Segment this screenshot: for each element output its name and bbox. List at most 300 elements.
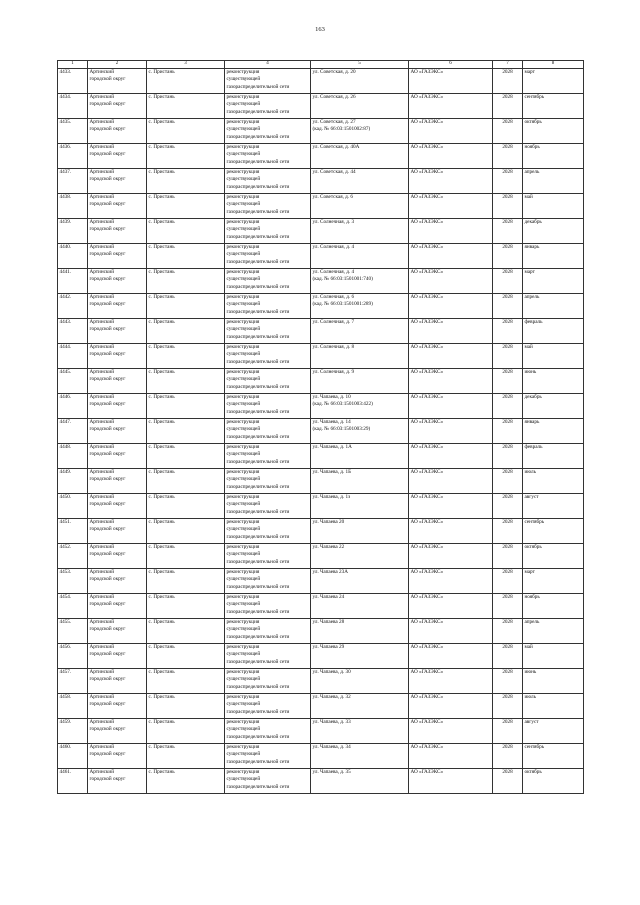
row-number: 4447.	[58, 418, 88, 443]
address-cell-line: ул. Чапаева, д. 32	[312, 693, 351, 700]
district-cell	[88, 93, 147, 118]
address-cell-line: ул. Чапаева, д. 30	[312, 668, 351, 675]
year-cell: 2028	[493, 718, 523, 743]
district-cell	[88, 643, 147, 668]
address-cell-line: ул. Советская, д. 26	[312, 93, 356, 100]
address-cell	[311, 668, 409, 693]
work-type-cell-line: существующей	[226, 576, 261, 583]
year-cell: 2028	[493, 593, 523, 618]
district-cell	[88, 118, 147, 143]
district-cell-line: городской округ	[89, 451, 126, 458]
work-type-cell-line: существующей	[226, 751, 261, 758]
address-cell-line: ул. Солнечная, д. 9	[312, 368, 355, 375]
address-cell-line: ул. Чапаева, д. 14	[312, 418, 351, 425]
work-type-cell	[225, 368, 311, 393]
table-row	[58, 668, 584, 693]
table-row	[58, 418, 584, 443]
year-cell: 2028	[493, 218, 523, 243]
district-cell-line: городской округ	[89, 776, 126, 783]
district-cell-line: городской округ	[89, 101, 126, 108]
address-cell-line: ул. Солнечная, д. 6	[312, 293, 355, 300]
settlement-cell: с. Пристань	[147, 718, 225, 743]
year-cell: 2028	[493, 268, 523, 293]
work-type-cell-line: существующей	[226, 126, 261, 133]
registry-table	[57, 60, 584, 794]
row-number: 4443.	[58, 318, 88, 343]
work-type-cell-line: существующей	[226, 226, 261, 233]
work-type-cell-line: существующей	[226, 776, 261, 783]
work-type-cell-line: газораспределительной сети	[226, 433, 290, 440]
work-type-cell-line: существующей	[226, 501, 261, 508]
address-cell	[311, 268, 409, 293]
work-type-cell	[225, 518, 311, 543]
work-type-cell-line: существующей	[226, 551, 261, 558]
settlement-cell: с. Пристань	[147, 118, 225, 143]
address-cell-line: ул. Солнечная, д. 4	[312, 268, 355, 275]
month-cell: июнь	[523, 368, 584, 393]
work-type-cell-line: реконструкция	[226, 218, 260, 225]
work-type-cell	[225, 768, 311, 793]
owner-cell: АО «ГАЗЭКС»	[409, 268, 493, 293]
work-type-cell	[225, 118, 311, 143]
year-cell: 2028	[493, 118, 523, 143]
address-cell	[311, 693, 409, 718]
owner-cell: АО «ГАЗЭКС»	[409, 443, 493, 468]
work-type-cell-line: газораспределительной сети	[226, 558, 290, 565]
district-cell-line: городской округ	[89, 401, 126, 408]
work-type-cell	[225, 218, 311, 243]
work-type-cell-line: газораспределительной сети	[226, 633, 290, 640]
address-cell	[311, 343, 409, 368]
settlement-cell: с. Пристань	[147, 418, 225, 443]
address-cell-line: (кад. № 66:03:1501001:289)	[312, 301, 373, 308]
work-type-cell-line: существующей	[226, 701, 261, 708]
settlement-cell: с. Пристань	[147, 368, 225, 393]
work-type-cell-line: реконструкция	[226, 143, 260, 150]
table-row	[58, 443, 584, 468]
month-cell: август	[523, 718, 584, 743]
owner-cell: АО «ГАЗЭКС»	[409, 168, 493, 193]
owner-cell: АО «ГАЗЭКС»	[409, 293, 493, 318]
address-cell	[311, 418, 409, 443]
work-type-cell-line: реконструкция	[226, 718, 260, 725]
month-cell: январь	[523, 243, 584, 268]
address-cell	[311, 293, 409, 318]
district-cell-line: городской округ	[89, 701, 126, 708]
work-type-cell	[225, 568, 311, 593]
row-number: 4451.	[58, 518, 88, 543]
row-number: 4446.	[58, 393, 88, 418]
month-cell: ноябрь	[523, 143, 584, 168]
year-cell: 2028	[493, 443, 523, 468]
district-cell-line: городской округ	[89, 601, 126, 608]
district-cell	[88, 293, 147, 318]
work-type-cell-line: газораспределительной сети	[226, 183, 290, 190]
table-row	[58, 193, 584, 218]
work-type-cell	[225, 93, 311, 118]
row-number: 4454.	[58, 593, 88, 618]
column-header-1: 1	[58, 61, 88, 69]
address-cell	[311, 393, 409, 418]
district-cell	[88, 743, 147, 768]
address-cell-line: ул. Чапаева, д. 34	[312, 743, 351, 750]
address-cell	[311, 243, 409, 268]
table-row	[58, 543, 584, 568]
district-cell-line: городской округ	[89, 126, 126, 133]
work-type-cell	[225, 493, 311, 518]
settlement-cell: с. Пристань	[147, 143, 225, 168]
work-type-cell	[225, 593, 311, 618]
district-cell-line: Артинский	[89, 618, 114, 625]
address-cell-line: ул. Чапаева, д. 1А	[312, 443, 352, 450]
work-type-cell-line: газораспределительной сети	[226, 208, 290, 215]
district-cell-line: Артинский	[89, 418, 114, 425]
settlement-cell: с. Пристань	[147, 568, 225, 593]
work-type-cell-line: реконструкция	[226, 243, 260, 250]
settlement-cell: с. Пристань	[147, 393, 225, 418]
address-cell-line: (кад. № 66:03:1501003:29)	[312, 426, 371, 433]
district-cell-line: Артинский	[89, 743, 114, 750]
year-cell: 2028	[493, 418, 523, 443]
work-type-cell-line: реконструкция	[226, 693, 260, 700]
district-cell-line: Артинский	[89, 193, 114, 200]
row-number: 4441.	[58, 268, 88, 293]
address-cell	[311, 568, 409, 593]
address-cell-line: ул. Чапаева, д. 35	[312, 768, 351, 775]
district-cell	[88, 618, 147, 643]
district-cell-line: городской округ	[89, 751, 126, 758]
work-type-cell-line: газораспределительной сети	[226, 458, 290, 465]
work-type-cell	[225, 643, 311, 668]
owner-cell: АО «ГАЗЭКС»	[409, 93, 493, 118]
table-row	[58, 618, 584, 643]
address-cell	[311, 68, 409, 93]
address-cell-line: ул. Чапаева 23А	[312, 568, 348, 575]
year-cell: 2028	[493, 643, 523, 668]
district-cell-line: Артинский	[89, 493, 114, 500]
district-cell	[88, 143, 147, 168]
column-header-5: 5	[311, 61, 409, 69]
district-cell-line: Артинский	[89, 168, 114, 175]
district-cell-line: городской округ	[89, 151, 126, 158]
month-cell: апрель	[523, 168, 584, 193]
address-cell	[311, 593, 409, 618]
row-number: 4445.	[58, 368, 88, 393]
month-cell: март	[523, 268, 584, 293]
work-type-cell-line: существующей	[226, 401, 261, 408]
owner-cell: АО «ГАЗЭКС»	[409, 618, 493, 643]
work-type-cell-line: существующей	[226, 351, 261, 358]
work-type-cell	[225, 393, 311, 418]
address-cell	[311, 768, 409, 793]
month-cell: апрель	[523, 618, 584, 643]
district-cell-line: Артинский	[89, 243, 114, 250]
district-cell-line: Артинский	[89, 368, 114, 375]
column-header-7: 7	[493, 61, 523, 69]
district-cell-line: Артинский	[89, 218, 114, 225]
row-number: 4436.	[58, 143, 88, 168]
table-row	[58, 743, 584, 768]
owner-cell: АО «ГАЗЭКС»	[409, 418, 493, 443]
settlement-cell: с. Пристань	[147, 243, 225, 268]
work-type-cell-line: реконструкция	[226, 518, 260, 525]
table-row	[58, 143, 584, 168]
settlement-cell: с. Пристань	[147, 468, 225, 493]
table-row	[58, 118, 584, 143]
table-body	[58, 61, 584, 794]
settlement-cell: с. Пристань	[147, 268, 225, 293]
work-type-cell-line: реконструкция	[226, 293, 260, 300]
column-header-6: 6	[409, 61, 493, 69]
work-type-cell	[225, 618, 311, 643]
work-type-cell	[225, 243, 311, 268]
month-cell: сентябрь	[523, 93, 584, 118]
year-cell: 2028	[493, 343, 523, 368]
work-type-cell-line: реконструкция	[226, 318, 260, 325]
month-cell: май	[523, 343, 584, 368]
address-cell-line: ул. Советская, д. 40А	[312, 143, 360, 150]
row-number: 4449.	[58, 468, 88, 493]
work-type-cell-line: газораспределительной сети	[226, 383, 290, 390]
work-type-cell-line: газораспределительной сети	[226, 658, 290, 665]
address-cell-line: ул. Солнечная, д. 7	[312, 318, 355, 325]
work-type-cell-line: газораспределительной сети	[226, 758, 290, 765]
table-header-row	[58, 61, 584, 69]
work-type-cell	[225, 168, 311, 193]
district-cell-line: Артинский	[89, 593, 114, 600]
address-cell-line: ул. Чапаева, д. 1Б	[312, 468, 352, 475]
work-type-cell-line: реконструкция	[226, 668, 260, 675]
work-type-cell	[225, 743, 311, 768]
district-cell	[88, 593, 147, 618]
table-row	[58, 293, 584, 318]
table-row	[58, 593, 584, 618]
address-cell	[311, 168, 409, 193]
work-type-cell-line: реконструкция	[226, 168, 260, 175]
settlement-cell: с. Пристань	[147, 318, 225, 343]
work-type-cell	[225, 143, 311, 168]
work-type-cell-line: реконструкция	[226, 118, 260, 125]
district-cell-line: городской округ	[89, 201, 126, 208]
district-cell-line: городской округ	[89, 626, 126, 633]
district-cell	[88, 568, 147, 593]
month-cell: июль	[523, 693, 584, 718]
work-type-cell-line: существующей	[226, 276, 261, 283]
owner-cell: АО «ГАЗЭКС»	[409, 668, 493, 693]
district-cell-line: Артинский	[89, 568, 114, 575]
district-cell	[88, 768, 147, 793]
owner-cell: АО «ГАЗЭКС»	[409, 343, 493, 368]
settlement-cell: с. Пристань	[147, 218, 225, 243]
work-type-cell-line: существующей	[226, 426, 261, 433]
settlement-cell: с. Пристань	[147, 693, 225, 718]
address-cell-line: ул. Советская, д. 6	[312, 193, 354, 200]
column-header-3: 3	[147, 61, 225, 69]
work-type-cell-line: реконструкция	[226, 393, 260, 400]
work-type-cell-line: существующей	[226, 101, 261, 108]
work-type-cell-line: газораспределительной сети	[226, 283, 290, 290]
year-cell: 2028	[493, 493, 523, 518]
row-number: 4460.	[58, 743, 88, 768]
district-cell-line: городской округ	[89, 551, 126, 558]
work-type-cell	[225, 193, 311, 218]
settlement-cell: с. Пристань	[147, 168, 225, 193]
owner-cell: АО «ГАЗЭКС»	[409, 693, 493, 718]
year-cell: 2028	[493, 318, 523, 343]
work-type-cell-line: реконструкция	[226, 443, 260, 450]
district-cell	[88, 518, 147, 543]
column-header-2: 2	[88, 61, 147, 69]
address-cell-line: ул. Чапаева, д. 33	[312, 718, 351, 725]
district-cell	[88, 268, 147, 293]
work-type-cell-line: реконструкция	[226, 618, 260, 625]
month-cell: май	[523, 643, 584, 668]
work-type-cell-line: газораспределительной сети	[226, 783, 290, 790]
work-type-cell-line: реконструкция	[226, 543, 260, 550]
address-cell	[311, 443, 409, 468]
address-cell-line: ул. Солнечная, д. 3	[312, 218, 355, 225]
work-type-cell-line: реконструкция	[226, 743, 260, 750]
row-number: 4437.	[58, 168, 88, 193]
work-type-cell	[225, 543, 311, 568]
district-cell	[88, 218, 147, 243]
row-number: 4434.	[58, 93, 88, 118]
work-type-cell-line: реконструкция	[226, 418, 260, 425]
district-cell-line: Артинский	[89, 668, 114, 675]
settlement-cell: с. Пристань	[147, 518, 225, 543]
work-type-cell-line: реконструкция	[226, 343, 260, 350]
work-type-cell-line: газораспределительной сети	[226, 258, 290, 265]
address-cell	[311, 193, 409, 218]
owner-cell: АО «ГАЗЭКС»	[409, 768, 493, 793]
table-row	[58, 68, 584, 93]
year-cell: 2028	[493, 243, 523, 268]
month-cell: октябрь	[523, 768, 584, 793]
district-cell-line: Артинский	[89, 268, 114, 275]
work-type-cell-line: существующей	[226, 151, 261, 158]
address-cell-line: ул. Советская, д. 44	[312, 168, 356, 175]
work-type-cell-line: газораспределительной сети	[226, 158, 290, 165]
district-cell-line: городской округ	[89, 476, 126, 483]
address-cell-line: ул. Чапаева, д. 1з	[312, 493, 351, 500]
year-cell: 2028	[493, 568, 523, 593]
table-row	[58, 568, 584, 593]
district-cell-line: городской округ	[89, 526, 126, 533]
row-number: 4459.	[58, 718, 88, 743]
year-cell: 2028	[493, 393, 523, 418]
year-cell: 2028	[493, 668, 523, 693]
month-cell: март	[523, 568, 584, 593]
table-row	[58, 368, 584, 393]
month-cell: февраль	[523, 318, 584, 343]
year-cell: 2028	[493, 93, 523, 118]
month-cell: июль	[523, 468, 584, 493]
district-cell	[88, 343, 147, 368]
year-cell: 2028	[493, 143, 523, 168]
owner-cell: АО «ГАЗЭКС»	[409, 118, 493, 143]
year-cell: 2028	[493, 618, 523, 643]
work-type-cell	[225, 318, 311, 343]
work-type-cell	[225, 443, 311, 468]
month-cell: октябрь	[523, 543, 584, 568]
district-cell	[88, 193, 147, 218]
year-cell: 2028	[493, 193, 523, 218]
table-row	[58, 318, 584, 343]
district-cell	[88, 243, 147, 268]
district-cell-line: городской округ	[89, 276, 126, 283]
district-cell-line: Артинский	[89, 693, 114, 700]
work-type-cell	[225, 293, 311, 318]
address-cell	[311, 493, 409, 518]
month-cell: июнь	[523, 668, 584, 693]
work-type-cell-line: газораспределительной сети	[226, 508, 290, 515]
settlement-cell: с. Пристань	[147, 618, 225, 643]
owner-cell: АО «ГАЗЭКС»	[409, 243, 493, 268]
address-cell	[311, 143, 409, 168]
work-type-cell-line: газораспределительной сети	[226, 533, 290, 540]
address-cell	[311, 718, 409, 743]
district-cell-line: Артинский	[89, 543, 114, 550]
work-type-cell	[225, 68, 311, 93]
work-type-cell-line: существующей	[226, 176, 261, 183]
district-cell-line: городской округ	[89, 426, 126, 433]
address-cell	[311, 93, 409, 118]
address-cell	[311, 218, 409, 243]
table-row	[58, 268, 584, 293]
year-cell: 2028	[493, 693, 523, 718]
work-type-cell-line: реконструкция	[226, 768, 260, 775]
work-type-cell-line: реконструкция	[226, 193, 260, 200]
work-type-cell-line: газораспределительной сети	[226, 608, 290, 615]
table-row	[58, 468, 584, 493]
work-type-cell	[225, 468, 311, 493]
address-cell-line: ул. Советская, д. 27	[312, 118, 356, 125]
district-cell-line: городской округ	[89, 301, 126, 308]
year-cell: 2028	[493, 543, 523, 568]
address-cell-line: ул. Чапаева 22	[312, 543, 345, 550]
address-cell-line: (кад. № 66:03:1501002:87)	[312, 126, 371, 133]
year-cell: 2028	[493, 468, 523, 493]
address-cell	[311, 543, 409, 568]
district-cell	[88, 693, 147, 718]
district-cell-line: Артинский	[89, 318, 114, 325]
address-cell-line: (кад. № 66:03:1501003:422)	[312, 401, 373, 408]
district-cell	[88, 543, 147, 568]
address-cell	[311, 368, 409, 393]
district-cell	[88, 493, 147, 518]
settlement-cell: с. Пристань	[147, 68, 225, 93]
month-cell: октябрь	[523, 118, 584, 143]
address-cell-line: ул. Чапаева, д. 10	[312, 393, 351, 400]
work-type-cell	[225, 668, 311, 693]
address-cell-line: ул. Чапаева 20	[312, 518, 345, 525]
work-type-cell-line: существующей	[226, 526, 261, 533]
work-type-cell-line: газораспределительной сети	[226, 308, 290, 315]
work-type-cell-line: существующей	[226, 451, 261, 458]
table-row	[58, 768, 584, 793]
district-cell-line: Артинский	[89, 93, 114, 100]
work-type-cell-line: реконструкция	[226, 593, 260, 600]
district-cell-line: городской округ	[89, 376, 126, 383]
owner-cell: АО «ГАЗЭКС»	[409, 518, 493, 543]
owner-cell: АО «ГАЗЭКС»	[409, 193, 493, 218]
work-type-cell-line: существующей	[226, 76, 261, 83]
month-cell: август	[523, 493, 584, 518]
work-type-cell-line: газораспределительной сети	[226, 233, 290, 240]
work-type-cell	[225, 693, 311, 718]
district-cell-line: городской округ	[89, 726, 126, 733]
year-cell: 2028	[493, 293, 523, 318]
